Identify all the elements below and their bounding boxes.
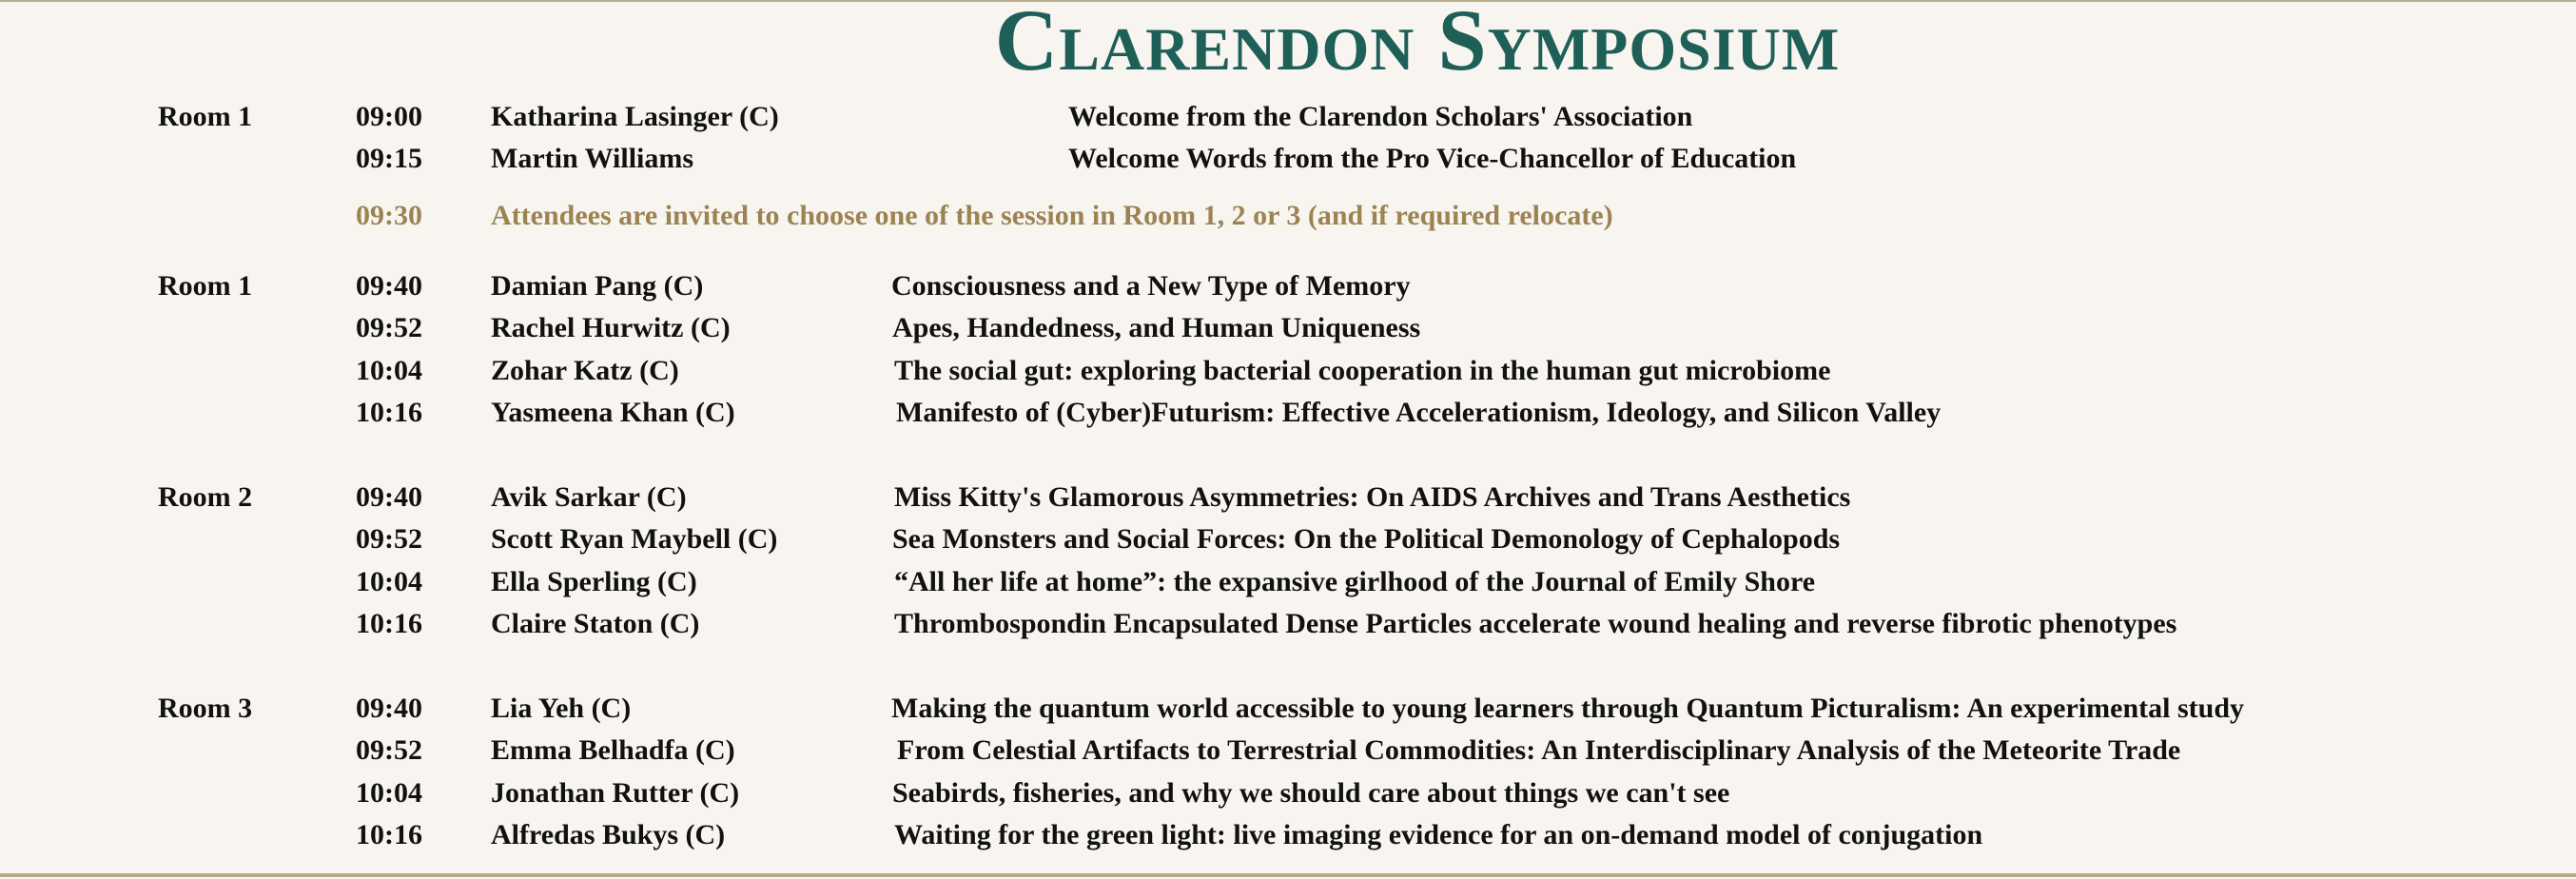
talk-title-cell: Seabirds, fisheries, and why we should care about things we can't see (892, 777, 1730, 809)
talk-title-cell: Making the quantum world accessible to young learners through Quantum Picturalism: An experimental study (891, 693, 2244, 724)
talk-title-cell: Welcome from the Clarendon Scholars' Association (1068, 101, 1693, 132)
talk-title-cell: The social gut: exploring bacterial cooperation in the human gut microbiome (894, 355, 1831, 386)
speaker-cell: Claire Staton (C) (491, 608, 700, 639)
time-cell: 09:52 (356, 734, 422, 766)
time-cell: 09:52 (356, 312, 422, 343)
time-cell: 10:16 (356, 397, 422, 428)
talk-title-cell: “All her life at home”: the expansive girlhood of the Journal of Emily Shore (894, 566, 1816, 597)
speaker-cell: Damian Pang (C) (491, 270, 704, 302)
time-cell: 10:16 (356, 819, 422, 850)
talk-title-cell: Apes, Handedness, and Human Uniqueness (892, 312, 1421, 343)
talk-title-cell: From Celestial Artifacts to Terrestrial Commodities: An Interdisciplinary Analysis of the Meteorite Trade (897, 734, 2181, 766)
speaker-cell: Yasmeena Khan (C) (491, 397, 735, 428)
talk-title-cell: Manifesto of (Cyber)Futurism: Effective Accelerationism, Ideology, and Silicon Valley (896, 397, 1942, 428)
time-cell: 10:04 (356, 777, 422, 809)
speaker-cell: Martin Williams (491, 143, 694, 174)
time-cell: 09:40 (356, 481, 422, 513)
time-cell: 09:52 (356, 523, 422, 555)
bottom-border (0, 873, 2576, 877)
speaker-cell: Lia Yeh (C) (491, 693, 632, 724)
talk-title-cell: Consciousness and a New Type of Memory (891, 270, 1411, 302)
time-cell: 09:15 (356, 143, 422, 174)
speaker-cell: Jonathan Rutter (C) (491, 777, 740, 809)
speaker-cell: Emma Belhadfa (C) (491, 734, 735, 766)
talk-title-cell: Thrombospondin Encapsulated Dense Particles accelerate wound healing and reverse fibrotic phenotypes (894, 608, 2177, 639)
talk-title-cell: Welcome Words from the Pro Vice-Chancellor of Education (1068, 143, 1797, 174)
speaker-cell: Alfredas Bukys (C) (491, 819, 726, 850)
room-label-1: Room 1 (158, 270, 253, 302)
talk-title-cell: Sea Monsters and Social Forces: On the Political Demonology of Cephalopods (892, 523, 1841, 555)
notice-time: 09:30 (356, 200, 422, 231)
time-cell: 09:00 (356, 101, 422, 132)
talk-title-cell: Waiting for the green light: live imaging evidence for an on-demand model of conjugation (894, 819, 1983, 850)
page-title: Clarendon Symposium (994, 0, 1841, 82)
talk-title-cell: Miss Kitty's Glamorous Asymmetries: On AIDS Archives and Trans Aesthetics (894, 481, 1851, 513)
speaker-cell: Avik Sarkar (C) (491, 481, 687, 513)
time-cell: 09:40 (356, 270, 422, 302)
time-cell: 10:04 (356, 355, 422, 386)
title-container (885, 0, 1950, 82)
time-cell: 10:16 (356, 608, 422, 639)
time-cell: 09:40 (356, 693, 422, 724)
speaker-cell: Scott Ryan Maybell (C) (491, 523, 778, 555)
time-cell: 10:04 (356, 566, 422, 597)
speaker-cell: Rachel Hurwitz (C) (491, 312, 731, 343)
notice-text: Attendees are invited to choose one of the session in Room 1, 2 or 3 (and if required relocate) (491, 200, 1613, 231)
speaker-cell: Ella Sperling (C) (491, 566, 697, 597)
speaker-cell: Zohar Katz (C) (491, 355, 679, 386)
room-label-3: Room 3 (158, 693, 253, 724)
speaker-cell: Katharina Lasinger (C) (491, 101, 779, 132)
room-label-opening: Room 1 (158, 101, 253, 132)
room-label-2: Room 2 (158, 481, 253, 513)
